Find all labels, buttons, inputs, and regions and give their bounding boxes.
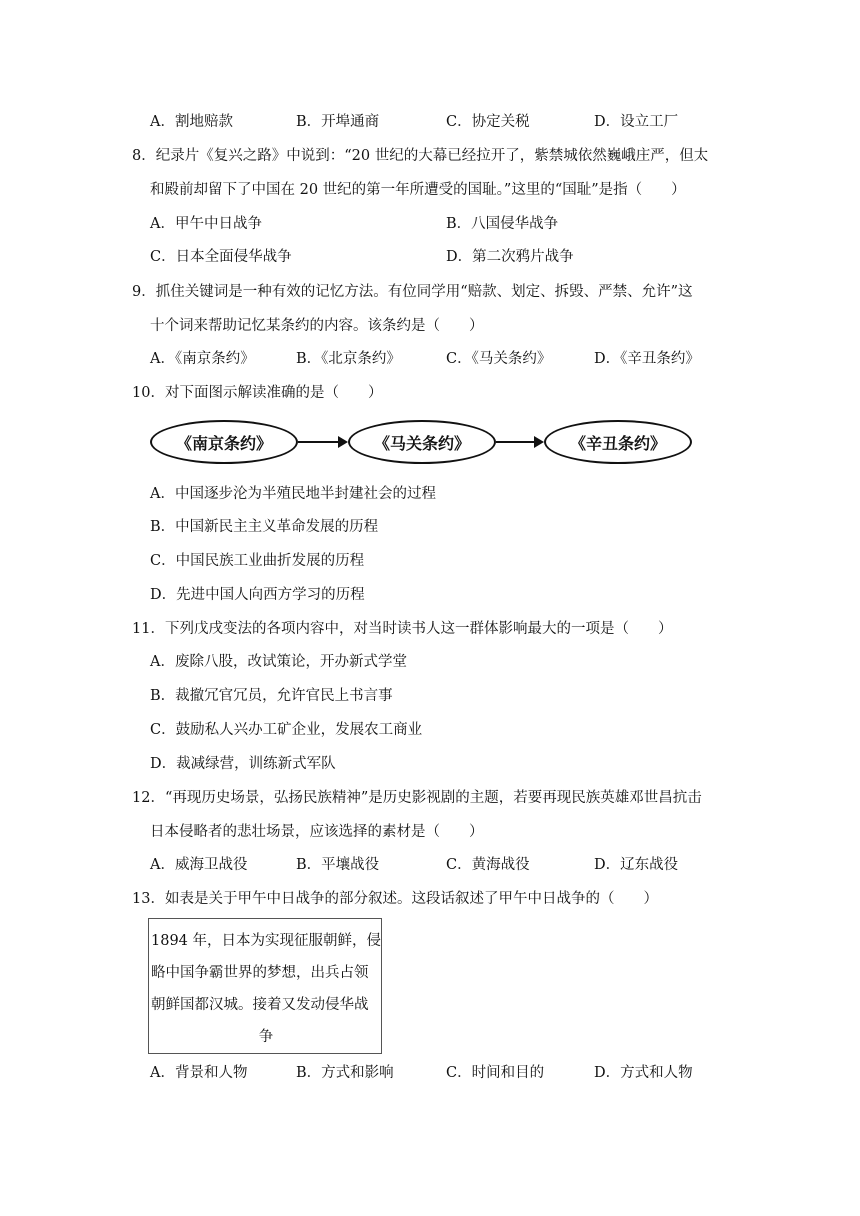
q13-option-a: A．背景和人物 [150,1065,248,1081]
q8-option-c: C．日本全面侵华战争 [150,249,292,265]
q11-option-a: A．废除八股，改试策论，开办新式学堂 [150,654,407,670]
q11-option-b: B．裁撤冗官冗员，允许官民上书言事 [150,688,393,704]
q9-stem-line1: 9．抓住关键词是一种有效的记忆方法。有位同学用“赔款、划定、拆毁、严禁、允许”这 [132,284,693,300]
treaty-flow-diagram [150,418,710,470]
q10-option-d: D．先进中国人向西方学习的历程 [150,587,365,603]
q11-stem: 11．下列戊戌变法的各项内容中，对当时读书人这一群体影响最大的一项是（ ） [132,621,673,637]
q13-quote-box [148,918,382,1054]
q13-box-line1: 1894 年，日本为实现征服朝鲜，侵 [151,933,382,949]
q12-stem-line2: 日本侵略者的悲壮场景，应该选择的素材是（ ） [150,824,484,840]
q10-option-b: B．中国新民主主义革命发展的历程 [150,519,379,535]
q10-stem: 10．对下面图示解读准确的是（ ） [132,385,383,401]
q9-stem-line2: 十个词来帮助记忆某条约的内容。该条约是（ ） [150,318,484,334]
q10-option-c: C．中国民族工业曲折发展的历程 [150,553,365,569]
q12-option-a: A．威海卫战役 [150,857,248,873]
q8-option-a: A．甲午中日战争 [150,216,262,232]
q8-stem-line2: 和殿前却留下了中国在 20 世纪的第一年所遭受的国耻。”这里的“国耻”是指（ ） [150,182,686,198]
q9-option-d: D．《辛丑条约》 [594,351,700,367]
treaty-node-maguan: 《马关条约》 [348,420,496,464]
q11-option-c: C．鼓励私人兴办工矿企业，发展农工商业 [150,722,423,738]
q7-option-d: D．设立工厂 [594,114,679,130]
q13-stem: 13．如表是关于甲午中日战争的部分叙述。这段话叙述了甲午中日战争的（ ） [132,891,658,907]
q10-option-a: A．中国逐步沦为半殖民地半封建社会的过程 [150,486,436,502]
q13-box-line4: 争 [258,1029,274,1045]
treaty-node-xinchou: 《辛丑条约》 [544,420,692,464]
q7-option-a: A．割地赔款 [150,114,233,130]
arrow-icon [496,441,542,443]
q13-box-line3: 朝鲜国都汉城。接着又发动侵华战 [151,997,369,1013]
q7-option-c: C．协定关税 [446,114,530,130]
q7-option-b: B．开埠通商 [296,114,380,130]
q12-stem-line1: 12．“再现历史场景，弘扬民族精神”是历史影视剧的主题，若要再现民族英雄邓世昌抗击 [132,790,702,806]
q12-option-c: C．黄海战役 [446,857,530,873]
q8-stem-line1: 8．纪录片《复兴之路》中说到：“20 世纪的大幕已经拉开了，紫禁城依然巍峨庄严，但太 [132,148,709,164]
q8-option-b: B．八国侵华战争 [446,216,559,232]
q9-option-b: B．《北京条约》 [296,351,401,367]
q13-option-b: B．方式和影响 [296,1065,394,1081]
q13-box-line2: 略中国争霸世界的梦想，出兵占领 [151,965,369,981]
treaty-node-nanjing: 《南京条约》 [150,420,298,464]
arrow-icon [298,441,346,443]
q13-option-c: C．时间和目的 [446,1065,545,1081]
q9-option-a: A．《南京条约》 [150,351,255,367]
q13-option-d: D．方式和人物 [594,1065,693,1081]
q12-option-d: D．辽东战役 [594,857,679,873]
q8-option-d: D．第二次鸦片战争 [446,249,574,265]
q11-option-d: D．裁减绿营，训练新式军队 [150,756,336,772]
q12-option-b: B．平壤战役 [296,857,380,873]
q9-option-c: C．《马关条约》 [446,351,552,367]
